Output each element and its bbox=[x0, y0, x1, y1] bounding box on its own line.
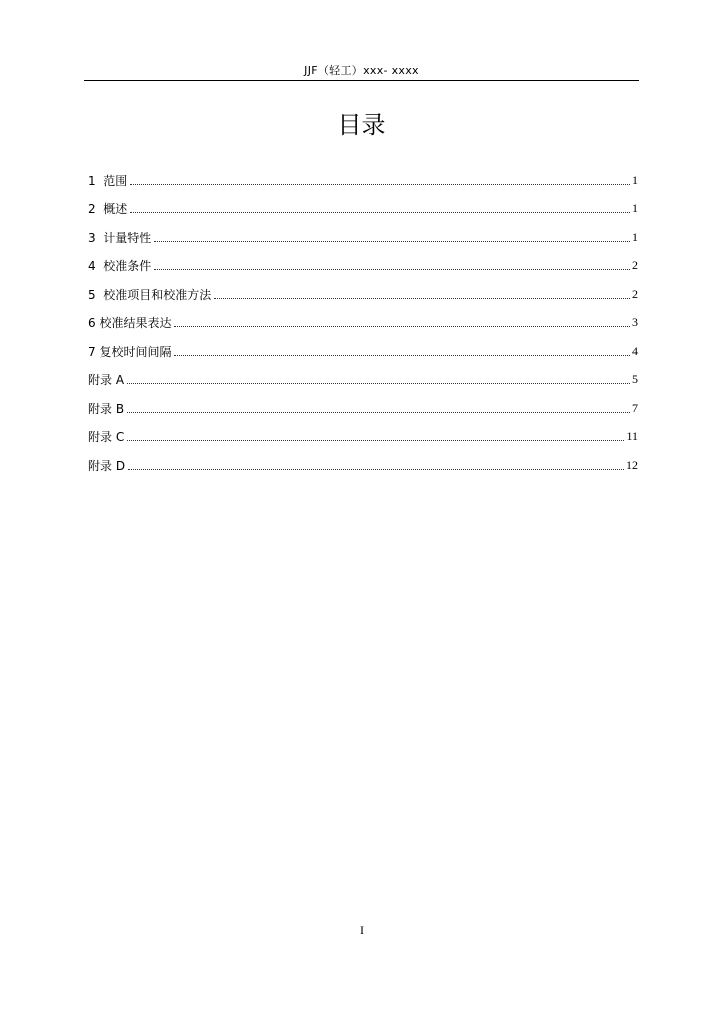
toc-entry-appendix-a[interactable] bbox=[88, 366, 638, 395]
toc-entry-page: 3 bbox=[632, 315, 638, 330]
toc-entry-label: 1 范围 bbox=[88, 173, 128, 188]
dot-leader bbox=[127, 440, 624, 441]
dot-leader bbox=[130, 184, 630, 185]
dot-leader bbox=[127, 383, 630, 384]
dot-leader bbox=[174, 326, 630, 327]
toc-entry-page: 1 bbox=[632, 201, 638, 216]
toc-entry-label: 7 复校时间间隔 bbox=[88, 344, 172, 359]
toc-entry-page: 11 bbox=[626, 429, 638, 444]
dot-leader bbox=[127, 412, 630, 413]
toc-entry-page: 4 bbox=[632, 343, 638, 358]
toc-entry-page: 1 bbox=[632, 172, 638, 187]
page-title: 目录 bbox=[337, 111, 386, 139]
dot-leader bbox=[214, 298, 630, 299]
dot-leader bbox=[128, 469, 624, 470]
page-header bbox=[84, 62, 639, 81]
toc-entry-page: 2 bbox=[632, 286, 638, 301]
toc-entry-label: 4 校准条件 bbox=[88, 259, 152, 274]
dot-leader bbox=[174, 355, 630, 356]
toc-entry-label: 附录 C bbox=[88, 430, 125, 445]
dot-leader bbox=[130, 212, 630, 213]
toc-entry-label: 6 校准结果表达 bbox=[88, 316, 172, 331]
toc-entry-interval[interactable] bbox=[88, 337, 638, 366]
toc-entry-page: 7 bbox=[632, 400, 638, 415]
toc-entry-metrology[interactable] bbox=[88, 223, 638, 252]
toc-entry-label: 附录 D bbox=[88, 458, 126, 473]
toc-entry-page: 12 bbox=[626, 457, 638, 472]
toc-entry-results[interactable] bbox=[88, 309, 638, 338]
toc-entry-overview[interactable] bbox=[88, 195, 638, 224]
table-of-contents bbox=[88, 166, 638, 480]
toc-entry-page: 2 bbox=[632, 258, 638, 273]
page-number: I bbox=[360, 923, 364, 937]
toc-entry-conditions[interactable] bbox=[88, 252, 638, 281]
toc-entry-items-methods[interactable] bbox=[88, 280, 638, 309]
toc-entry-label: 2 概述 bbox=[88, 202, 128, 217]
toc-entry-page: 5 bbox=[632, 372, 638, 387]
header-title: JJF（轻工）xxx- xxxx bbox=[304, 64, 419, 77]
toc-entry-page: 1 bbox=[632, 229, 638, 244]
toc-entry-label: 附录 A bbox=[88, 373, 125, 388]
dot-leader bbox=[154, 241, 630, 242]
toc-entry-label: 3 计量特性 bbox=[88, 230, 152, 245]
toc-entry-appendix-d[interactable] bbox=[88, 451, 638, 480]
toc-entry-appendix-c[interactable] bbox=[88, 423, 638, 452]
toc-entry-appendix-b[interactable] bbox=[88, 394, 638, 423]
toc-entry-scope[interactable] bbox=[88, 166, 638, 195]
dot-leader bbox=[154, 269, 630, 270]
toc-entry-label: 5 校准项目和校准方法 bbox=[88, 287, 212, 302]
toc-entry-label: 附录 B bbox=[88, 401, 125, 416]
